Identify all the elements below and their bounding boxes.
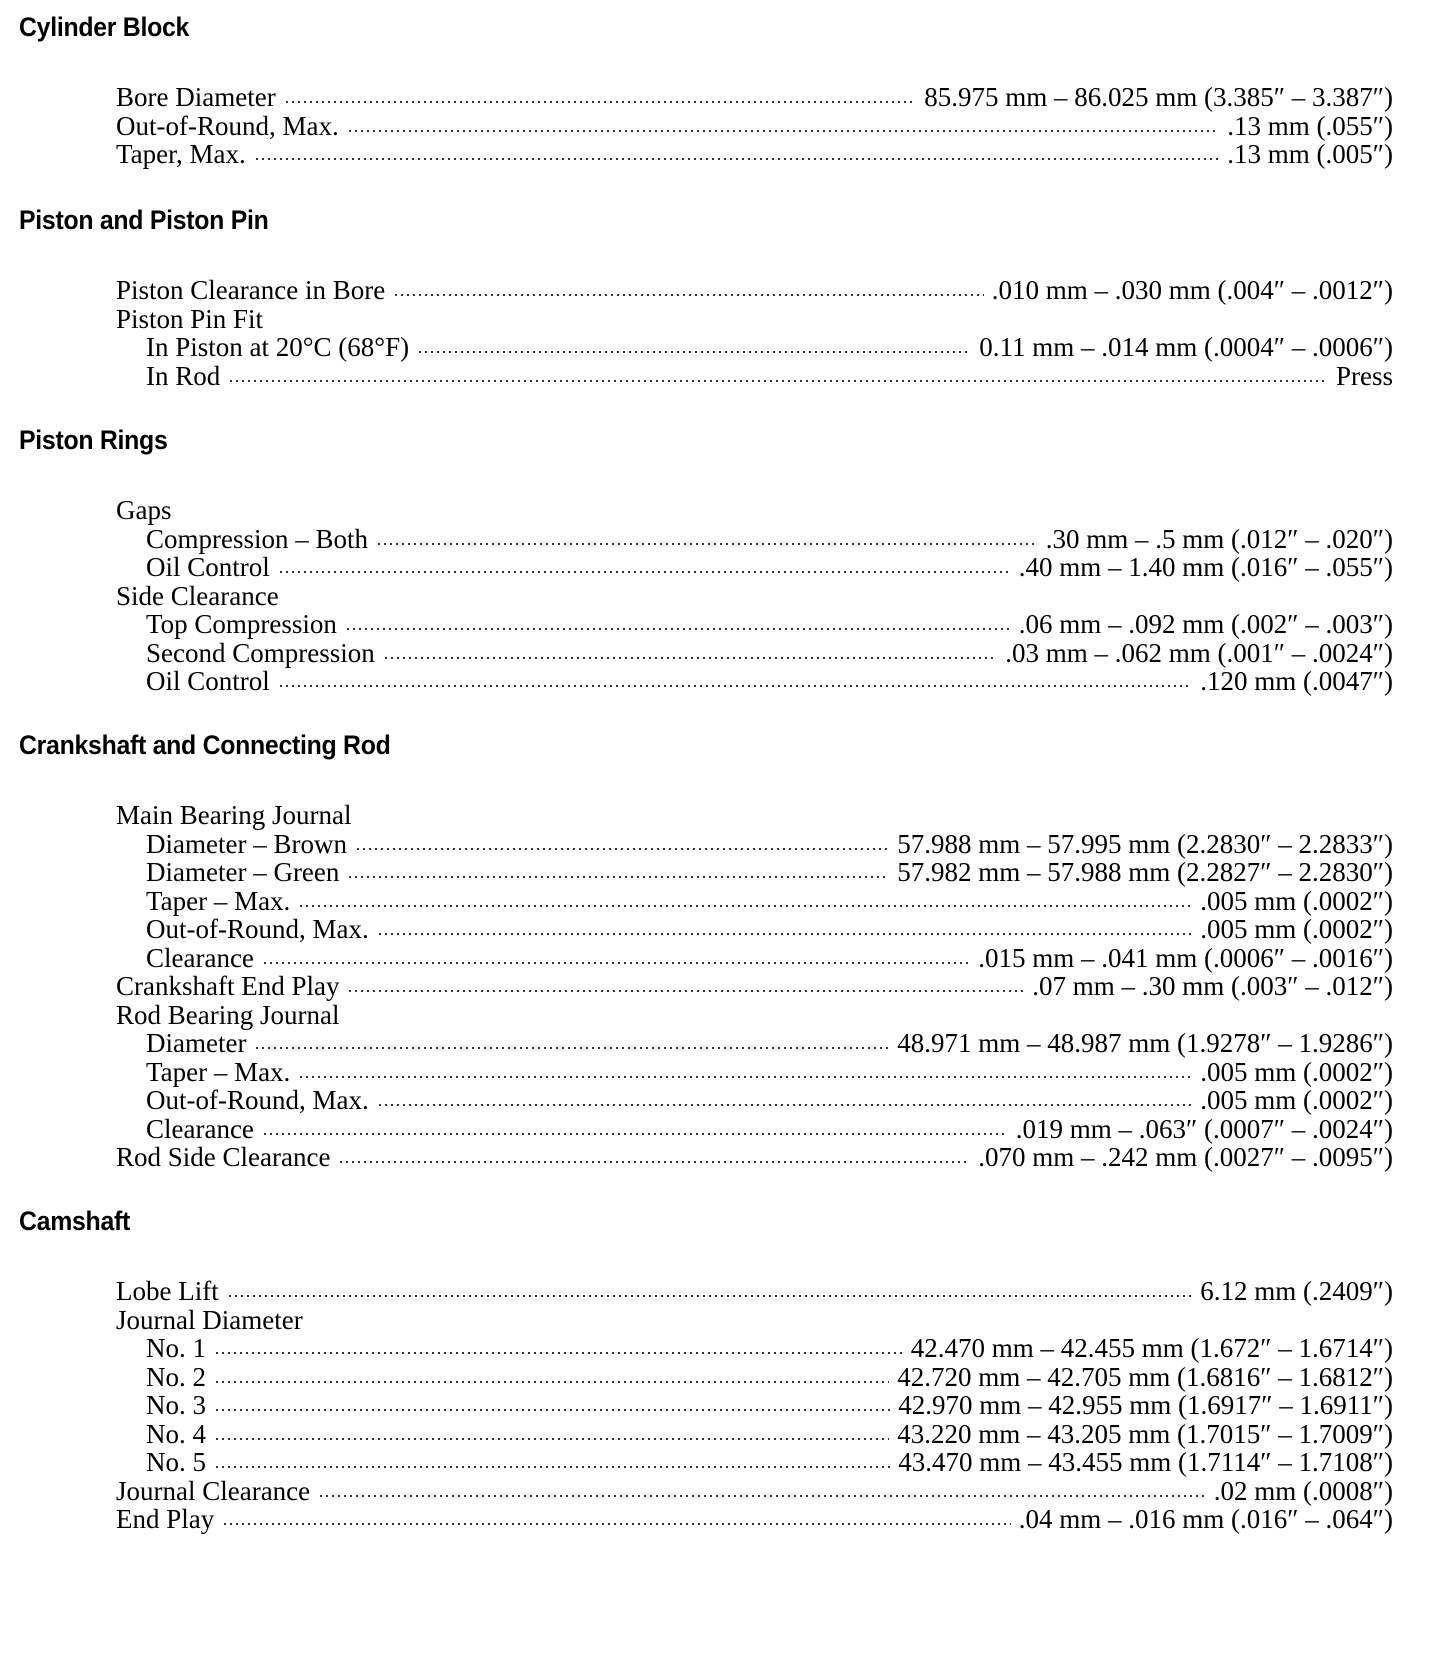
spec-label: Diameter – Brown [146,828,347,859]
spec-value: 43.470 mm – 43.455 mm (1.7114″ – 1.7108″) [898,1447,1393,1477]
spec-value: .04 mm – .016 mm (.016″ – .064″) [1018,1504,1393,1534]
dot-leader [376,543,1038,545]
spec-row [0,943,1456,973]
spec-row [0,361,1456,391]
spec-group-label-row [0,304,1456,334]
dot-leader [214,1381,889,1383]
dot-leader [393,294,984,296]
spec-label: No. 2 [146,1361,206,1392]
spec-value: Press [1335,360,1393,391]
spec-value: 57.982 mm – 57.988 mm (2.2827″ – 2.2830″) [897,857,1393,887]
spec-row [0,1276,1456,1306]
spec-value: .13 mm (.055″) [1227,110,1393,141]
spec-label: No. 4 [146,1418,206,1449]
spec-row [0,275,1456,305]
spec-row [0,1476,1456,1506]
spec-value: 42.970 mm – 42.955 mm (1.6917″ – 1.6911″) [898,1390,1393,1420]
spec-label: Diameter [146,1028,247,1058]
dot-leader [284,101,917,103]
spec-value: .005 mm (.0002″) [1200,885,1393,916]
section-heading: Piston Rings [19,425,168,455]
spec-label: End Play [116,1504,215,1534]
spec-group-label-row [0,1000,1456,1030]
spec-group-label-row [0,1305,1456,1335]
spec-row [0,1362,1456,1392]
dot-leader [262,1133,1008,1135]
spec-label: Out-of-Round, Max. [146,1085,369,1115]
spec-row [0,638,1456,668]
spec-row [0,111,1456,141]
dot-leader [298,1076,1192,1078]
dot-leader [318,1495,1206,1497]
spec-label: Diameter – Green [146,857,340,887]
spec-row [0,1142,1456,1172]
dot-leader [377,933,1193,935]
spec-value: 42.720 mm – 42.705 mm (1.6816″ – 1.6812″) [897,1361,1393,1392]
spec-value: .06 mm – .092 mm (.002″ – .003″) [1018,609,1393,639]
dot-leader [228,380,1328,382]
spec-value: .015 mm – .041 mm (.0006″ – .0016″) [978,942,1393,973]
spec-value: 43.220 mm – 43.205 mm (1.7015″ – 1.7009″) [897,1418,1393,1449]
spec-label: No. 3 [146,1390,206,1420]
spec-row [0,524,1456,554]
spec-value: .005 mm (.0002″) [1200,1085,1393,1115]
spec-value: 85.975 mm – 86.025 mm (3.385″ – 3.387″) [924,82,1393,112]
spec-row [0,1114,1456,1144]
spec-value: .019 mm – .063″ (.0007″ – .0024″) [1015,1113,1393,1144]
spec-label: Oil Control [146,552,270,582]
spec-label: Piston Pin Fit [116,303,264,334]
spec-group-label-row [0,495,1456,525]
spec-value: .07 mm – .30 mm (.003″ – .012″) [1032,971,1393,1001]
spec-group-label-row [0,800,1456,830]
spec-label: Taper – Max. [146,885,291,916]
spec-row [0,139,1456,169]
dot-leader [347,876,889,878]
spec-row [0,1447,1456,1477]
dot-leader [254,1047,889,1049]
section-heading: Camshaft [19,1206,130,1236]
dot-leader [227,1295,1193,1297]
spec-row [0,332,1456,362]
spec-row [0,666,1456,696]
spec-value: 0.11 mm – .014 mm (.0004″ – .0006″) [979,332,1393,362]
dot-leader [298,905,1192,907]
dot-leader [377,1104,1193,1106]
spec-label: Taper, Max. [116,139,246,169]
dot-leader [278,685,1193,687]
spec-row [0,609,1456,639]
dot-leader [214,1466,890,1468]
spec-label: Clearance [146,1113,254,1144]
dot-leader [355,848,889,850]
dot-leader [214,1438,889,1440]
spec-row [0,857,1456,887]
spec-row [0,971,1456,1001]
spec-label: Compression – Both [146,523,369,554]
dot-leader [222,1523,1011,1525]
spec-label: Taper – Max. [146,1056,291,1087]
spec-row [0,1028,1456,1058]
spec-value: .010 mm – .030 mm (.004″ – .0012″) [991,275,1393,305]
spec-label: Piston Clearance in Bore [116,275,386,305]
spec-row [0,1057,1456,1087]
spec-label: Lobe Lift [116,1276,219,1306]
section-heading: Crankshaft and Connecting Rod [19,730,391,760]
dot-leader [214,1409,890,1411]
spec-label: Main Bearing Journal [116,800,352,830]
spec-row [0,914,1456,944]
spec-value: .30 mm – .5 mm (.012″ – .020″) [1045,523,1393,554]
section-heading: Piston and Piston Pin [19,205,269,235]
spec-label: Bore Diameter [116,82,276,112]
dot-leader [417,351,971,353]
spec-label: In Piston at 20°C (68°F) [146,332,410,362]
dot-leader [254,158,1220,160]
spec-value: .40 mm – 1.40 mm (.016″ – .055″) [1018,552,1393,582]
dot-leader [278,571,1011,573]
spec-value: .03 mm – .062 mm (.001″ – .0024″) [1005,637,1393,668]
spec-value: .005 mm (.0002″) [1200,914,1393,944]
spec-label: Out-of-Round, Max. [116,110,339,141]
dot-leader [347,130,1220,132]
dot-leader [347,990,1024,992]
spec-row [0,1419,1456,1449]
spec-row [0,552,1456,582]
spec-label: No. 5 [146,1447,206,1477]
spec-label: Gaps [116,495,172,525]
spec-row [0,82,1456,112]
spec-value: 42.470 mm – 42.455 mm (1.672″ – 1.6714″) [910,1333,1393,1363]
dot-leader [338,1161,970,1163]
spec-value: .02 mm (.0008″) [1213,1475,1393,1506]
spec-label: Second Compression [146,637,375,668]
spec-label: In Rod [146,360,221,391]
spec-label: Rod Bearing Journal [116,999,340,1030]
spec-label: Out-of-Round, Max. [146,914,369,944]
spec-group-label-row [0,581,1456,611]
spec-value: .070 mm – .242 mm (.0027″ – .0095″) [978,1142,1393,1172]
dot-leader [214,1352,903,1354]
spec-value: 57.988 mm – 57.995 mm (2.2830″ – 2.2833″) [897,828,1393,859]
spec-label: Journal Clearance [116,1475,311,1506]
section-heading: Cylinder Block [19,12,190,42]
dot-leader [345,628,1011,630]
spec-label: Oil Control [146,666,270,696]
spec-value: .005 mm (.0002″) [1200,1056,1393,1087]
spec-label: Crankshaft End Play [116,971,340,1001]
spec-label: Journal Diameter [116,1304,303,1335]
spec-row [0,1333,1456,1363]
spec-value: .120 mm (.0047″) [1200,666,1393,696]
spec-row [0,1504,1456,1534]
dot-leader [262,962,970,964]
spec-label: Top Compression [146,609,337,639]
spec-row [0,1390,1456,1420]
spec-row [0,829,1456,859]
spec-row [0,886,1456,916]
spec-label: Side Clearance [116,580,279,611]
spec-value: 6.12 mm (.2409″) [1200,1276,1393,1306]
spec-label: No. 1 [146,1333,206,1363]
spec-row [0,1085,1456,1115]
spec-label: Clearance [146,942,254,973]
spec-label: Rod Side Clearance [116,1142,331,1172]
dot-leader [383,657,998,659]
spec-value: .13 mm (.005″) [1227,139,1393,169]
spec-value: 48.971 mm – 48.987 mm (1.9278″ – 1.9286″) [897,1028,1393,1058]
